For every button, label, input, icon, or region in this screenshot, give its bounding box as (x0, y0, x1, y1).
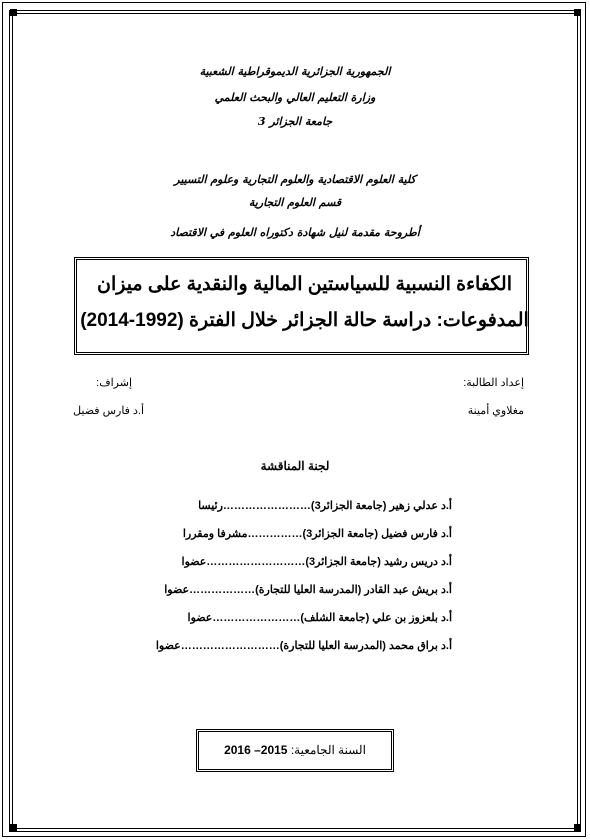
thesis-title-box (74, 257, 529, 355)
thesis-note: أطروحة مقدمة لنيل شهادة دكتوراه العلوم في الاقتصاد (170, 226, 420, 239)
ministry-name: وزارة التعليم العالي والبحث العلمي (214, 91, 376, 104)
supervision-label: إشراف: (96, 377, 132, 389)
committee-member: أ.د عدلي زهير (جامعة الجزائر3)……………………رئيسا (198, 500, 452, 512)
republic-name: الجمهورية الجزائرية الديموقراطية الشعبية (199, 65, 391, 78)
corner-ornament (574, 9, 581, 16)
committee-member: أ.د براق محمد (المدرسة العليا للتجارة)………………………عضوا (155, 640, 452, 652)
committee-member: أ.د بريش عبد القادر (المدرسة العليا للتجارة)………………عضوا (164, 584, 452, 596)
academic-year (199, 743, 391, 757)
thesis-title-line-1: الكفاءة النسبية للسياستين المالية والنقدية على ميزان (96, 274, 512, 295)
department-name: قسم العلوم التجارية (248, 196, 342, 209)
committee-member: أ.د بلعزوز بن علي (جامعة الشلف)……………………عضوا (187, 612, 452, 624)
university-name: جامعة الجزائر 3 (257, 115, 333, 128)
faculty-name: كلية العلوم الاقتصادية والعلوم التجارية وعلوم التسيير (174, 173, 416, 186)
committee-member: أ.د دريس رشيد (جامعة الجزائر3)………………………عضوا (181, 556, 452, 568)
corner-ornament (10, 9, 17, 16)
academic-year-value: 2015– 2016 (224, 743, 288, 757)
student-name: مغلاوي أمينة (467, 405, 524, 417)
committee-member: أ.د فارس فضيل (جامعة الجزائر3)……………مشرفا ومقررا (182, 528, 452, 540)
academic-year-label: السنة الجامعية: (290, 743, 366, 757)
corner-ornament (10, 824, 17, 831)
supervisor-name: أ.د فارس فضيل (73, 405, 144, 417)
thesis-title-line-2: المدفوعات: دراسة حالة الجزائر خلال الفترة (1992-2014) (80, 310, 529, 331)
committee-title: لجنة المناقشة (260, 459, 330, 473)
corner-ornament (574, 824, 581, 831)
prepared-by-label: إعداد الطالبة: (463, 377, 524, 389)
page-frame (9, 10, 581, 832)
academic-year-box (196, 729, 394, 772)
